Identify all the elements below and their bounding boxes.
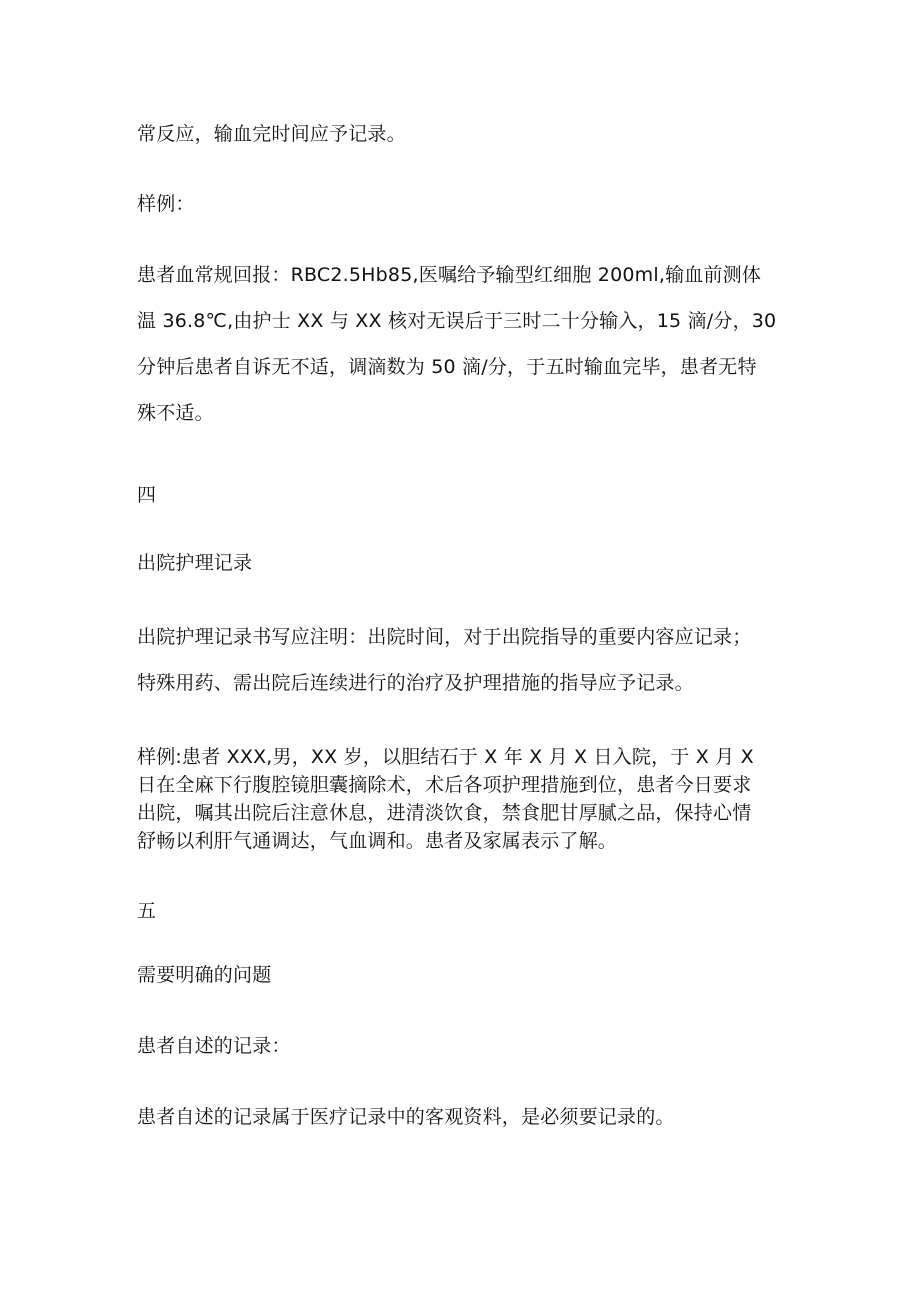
text-line: 样例： [137,193,195,215]
section-number-five [137,888,787,934]
section-number-four [137,472,787,518]
paragraph-discharge-example [137,743,787,855]
text-line: 舒畅以利肝气通调达，气血调和。患者及家属表示了解。 [137,830,618,852]
text-line: 日在全麻下行腹腔镜胆囊摘除术，术后各项护理措施到位，患者今日要求 [137,774,752,796]
text-line: 温 36.8℃,由护士 XX 与 XX 核对无误后于三时二十分输入，15 滴/分，30 [137,310,777,332]
paragraph-self-report-label [137,1023,787,1069]
text-line: 分钟后患者自诉无不适，调滴数为 50 滴/分，于五时输血完毕，患者无特 [137,356,757,378]
text-line: 患者自述的记录属于医疗记录中的客观资料，是必须要记录的。 [137,1106,675,1128]
paragraph-discharge-requirements [137,614,787,706]
text-line: 四 [137,484,157,506]
text-line: 患者自述的记录： [137,1035,291,1057]
text-line: 常反应，输血完时间应予记录。 [137,123,406,145]
text-line: 需要明确的问题 [137,964,272,986]
section-title-questions [137,952,787,998]
paragraph-transfusion-example [137,252,787,436]
text-line: 特殊用药、需出院后连续进行的治疗及护理措施的指导应予记录。 [137,672,694,694]
paragraph-transfusion-end [137,111,787,157]
text-line: 样例:患者 XXX,男，XX 岁，以胆结石于 X 年 X 月 X 日入院，于 X 月 X [137,746,754,768]
text-line: 殊不适。 [137,402,214,424]
section-title-discharge-record [137,540,787,586]
text-line: 出院护理记录书写应注明：出院时间，对于出院指导的重要内容应记录； [137,626,752,648]
text-line: 五 [137,900,157,922]
paragraph-example-label [137,181,787,227]
text-line: 患者血常规回报：RBC2.5Hb85,医嘱给予输型红细胞 200ml,输血前测体 [137,264,762,286]
text-line: 出院护理记录 [137,552,253,574]
text-line: 出院，嘱其出院后注意休息，进清淡饮食，禁食肥甘厚腻之品，保持心情 [137,802,752,824]
paragraph-self-report-explanation [137,1094,787,1140]
